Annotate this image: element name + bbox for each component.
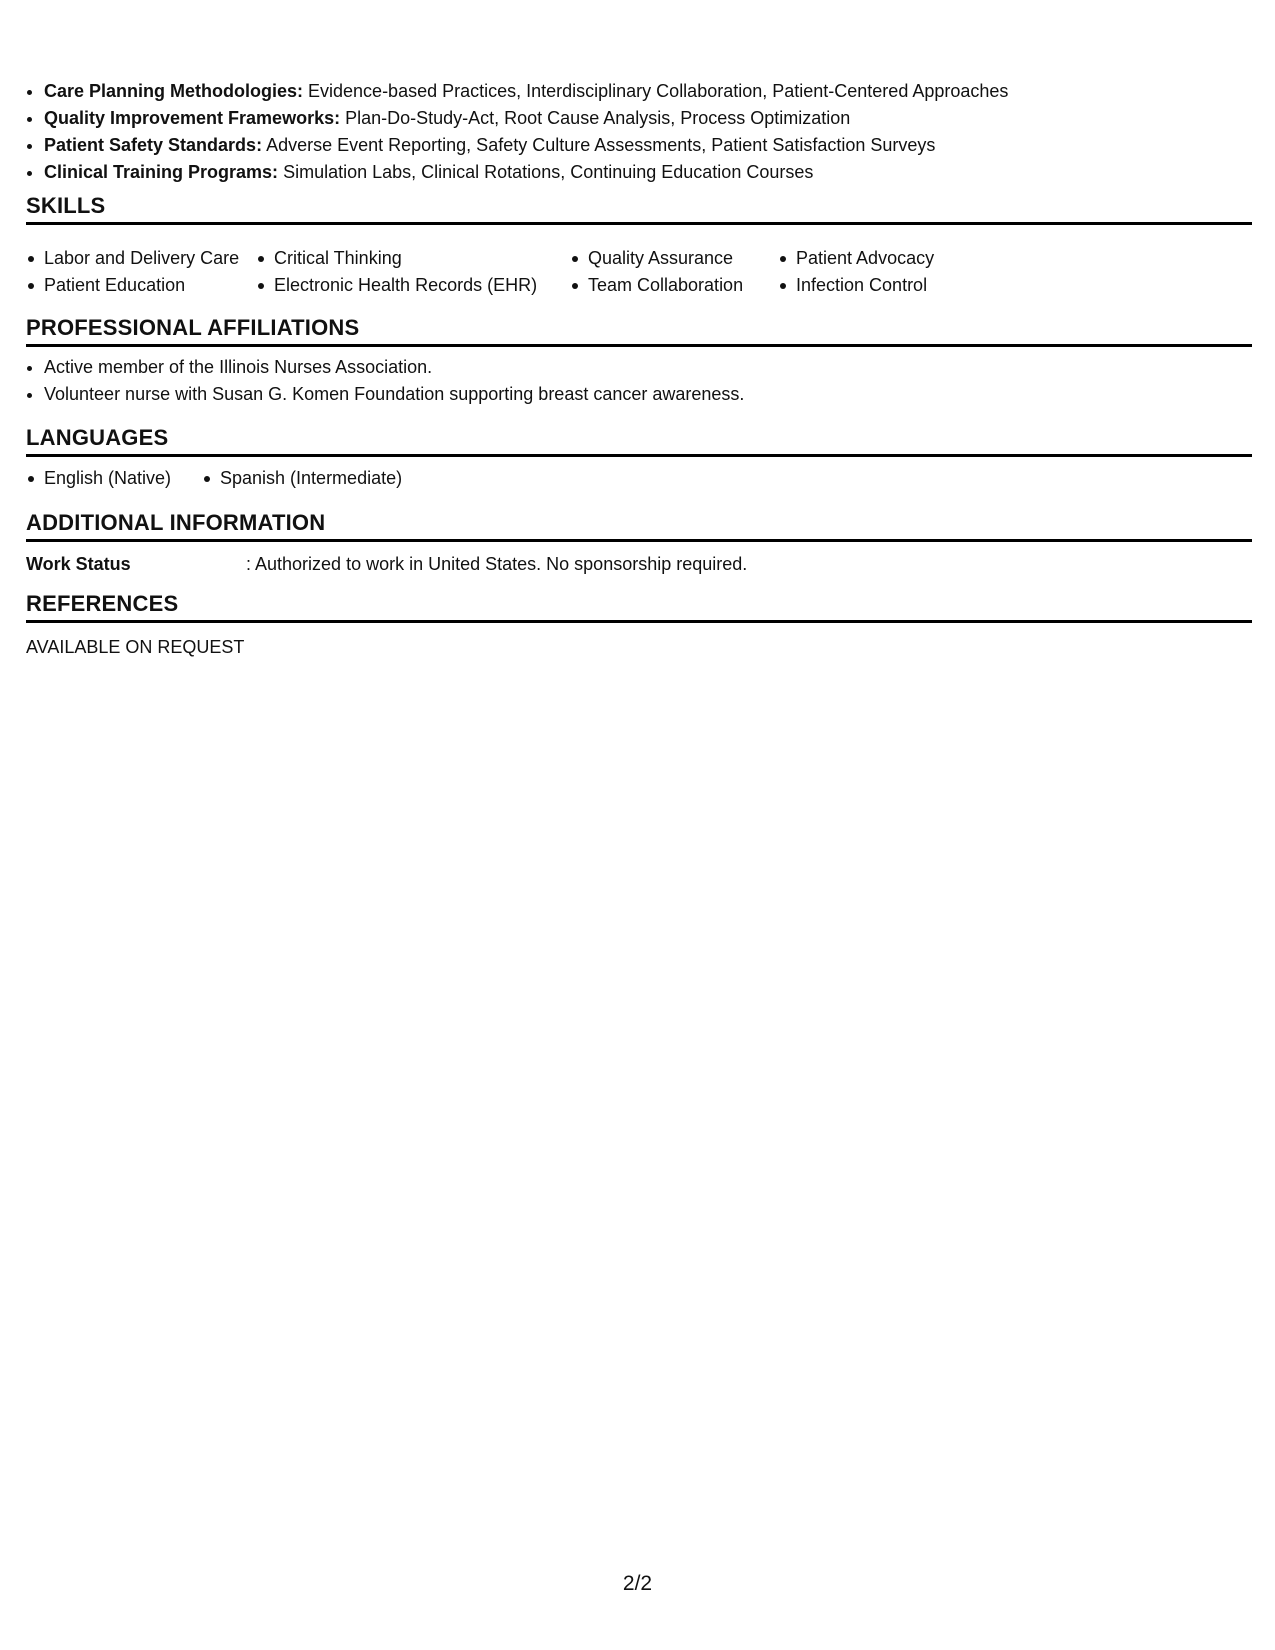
item-label: Patient Safety Standards: — [44, 135, 263, 155]
language-item: Spanish (Intermediate) — [202, 465, 402, 492]
item-text: Adverse Event Reporting, Safety Culture Assessments, Patient Satisfaction Surveys — [262, 135, 936, 155]
item-label: Clinical Training Programs: — [44, 162, 279, 182]
page-number: 2/2 — [622, 1572, 653, 1595]
list-item — [44, 159, 1270, 186]
affiliations-heading: PROFESSIONAL AFFILIATIONS — [26, 314, 1252, 347]
list-item — [44, 105, 1270, 132]
language-item: English (Native) — [26, 465, 171, 492]
skill-item: Labor and Delivery Care — [26, 245, 239, 272]
item-label: Care Planning Methodologies: — [44, 81, 304, 101]
list-item: • Active member of the Illinois Nurses Association. — [44, 354, 1270, 381]
item-text: Plan-Do-Study-Act, Root Cause Analysis, Process Optimization — [340, 108, 851, 128]
item-text: Simulation Labs, Clinical Rotations, Continuing Education Courses — [278, 162, 814, 182]
languages-heading: LANGUAGES — [26, 424, 1252, 457]
work-status-label: Work Status — [26, 554, 131, 574]
skill-item: Team Collaboration — [570, 272, 743, 299]
item-label: Quality Improvement Frameworks: — [44, 108, 341, 128]
skill-item: Electronic Health Records (EHR) — [256, 272, 537, 299]
methodologies-list — [26, 78, 1270, 186]
skill-item: Critical Thinking — [256, 245, 402, 272]
list-item: • Volunteer nurse with Susan G. Komen Foundation supporting breast cancer awareness. — [44, 381, 1270, 408]
skill-item: Infection Control — [778, 272, 927, 299]
affiliations-list — [26, 354, 1270, 408]
skill-item: Patient Education — [26, 272, 185, 299]
skill-item: Patient Advocacy — [778, 245, 934, 272]
references-text: AVAILABLE ON REQUEST — [26, 637, 245, 657]
list-item — [44, 132, 1270, 159]
references-heading: REFERENCES — [26, 590, 1252, 623]
list-item — [44, 78, 1270, 105]
additional-info-heading: ADDITIONAL INFORMATION — [26, 509, 1252, 542]
languages-list — [26, 465, 626, 492]
skills-list — [26, 245, 1252, 301]
skill-item: Quality Assurance — [570, 245, 733, 272]
skills-heading: SKILLS — [26, 192, 1252, 225]
work-status-value: : Authorized to work in United States. No sponsorship required. — [246, 554, 748, 574]
item-text: Evidence-based Practices, Interdisciplinary Collaboration, Patient-Centered Approaches — [303, 81, 1009, 101]
